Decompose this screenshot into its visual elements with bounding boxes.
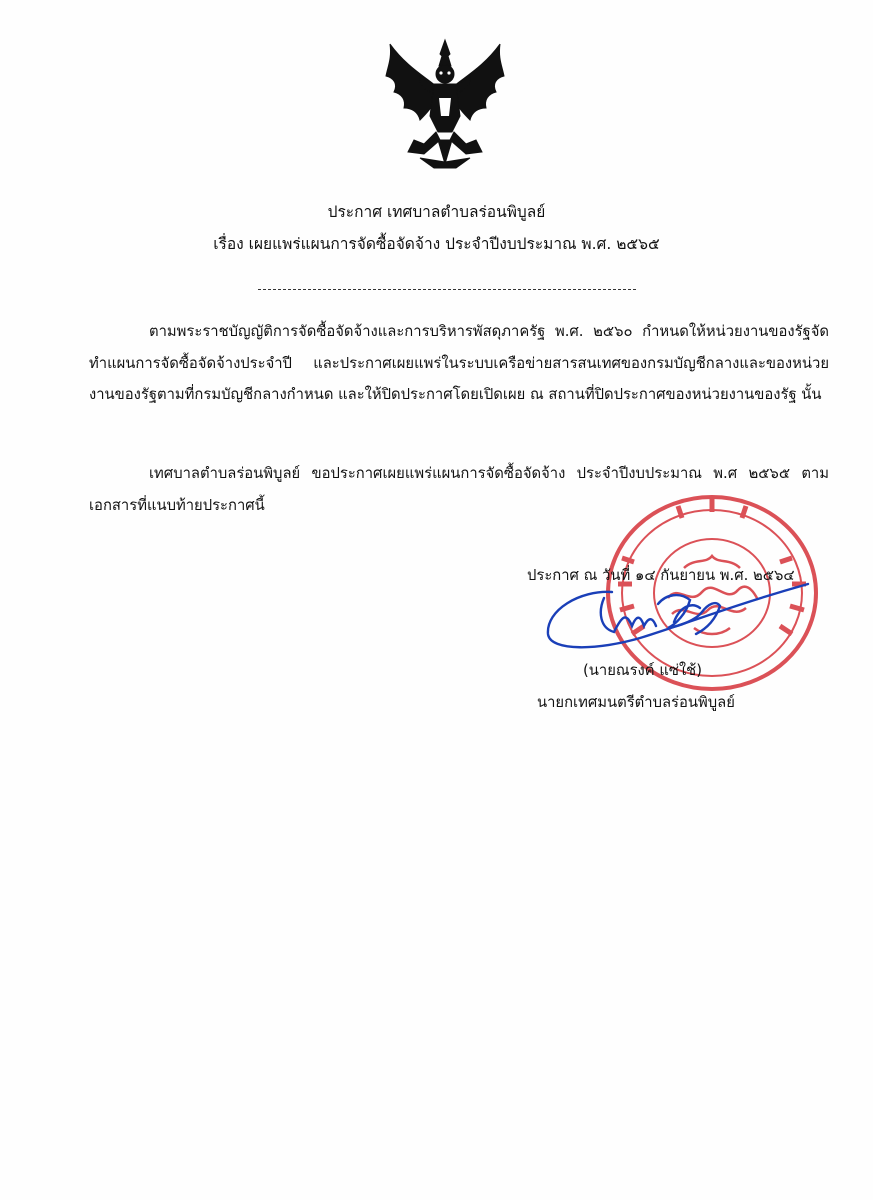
dashed-divider [258, 289, 636, 290]
body-paragraph-1-text: ตามพระราชบัญญัติการจัดซื้อจัดจ้างและการบริหารพัสดุภาครัฐ พ.ศ. ๒๕๖๐ กำหนดให้หน่วยงานของรัฐจัดทำแผนการจัดซื้อจัดจ้างประจำปี และประกาศเผยแพร่ในระบบเครือข่ายสารสนเทศของกรมบัญชีกลางและของหน่วยงานของรัฐตามที่กรมบัญชีกลางกำหนด และให้ปิดประกาศโดยเปิดเผย ณ สถานที่ปิดประกาศของหน่วยงานของรัฐ นั้น [89, 323, 829, 403]
given-date: ประกาศ ณ วันที่ ๑๔ กันยายน พ.ศ. ๒๕๖๔ [527, 567, 795, 584]
body-paragraph-2-text: เทศบาลตำบลร่อนพิบูลย์ ขอประกาศเผยแพร่แผนการจัดซื้อจัดจ้าง ประจำปีงบประมาณ พ.ศ ๒๕๖๕ ตามเอกสารที่แนบท้ายประกาศนี้ [89, 465, 829, 514]
signatory-position: นายกเทศมนตรีตำบลร่อนพิบูลย์ [537, 694, 735, 711]
announcement-subject: เรื่อง เผยแพร่แผนการจัดซื้อจัดจ้าง ประจำปีงบประมาณ พ.ศ. ๒๕๖๕ [213, 235, 660, 253]
handwritten-signature [540, 576, 812, 658]
body-paragraph-1 [89, 316, 829, 411]
garuda-emblem-icon [384, 36, 506, 172]
announcement-title: ประกาศ เทศบาลตำบลร่อนพิบูลย์ [327, 203, 546, 221]
signatory-name: (นายณรงค์ แซ่ใช้) [583, 662, 702, 679]
